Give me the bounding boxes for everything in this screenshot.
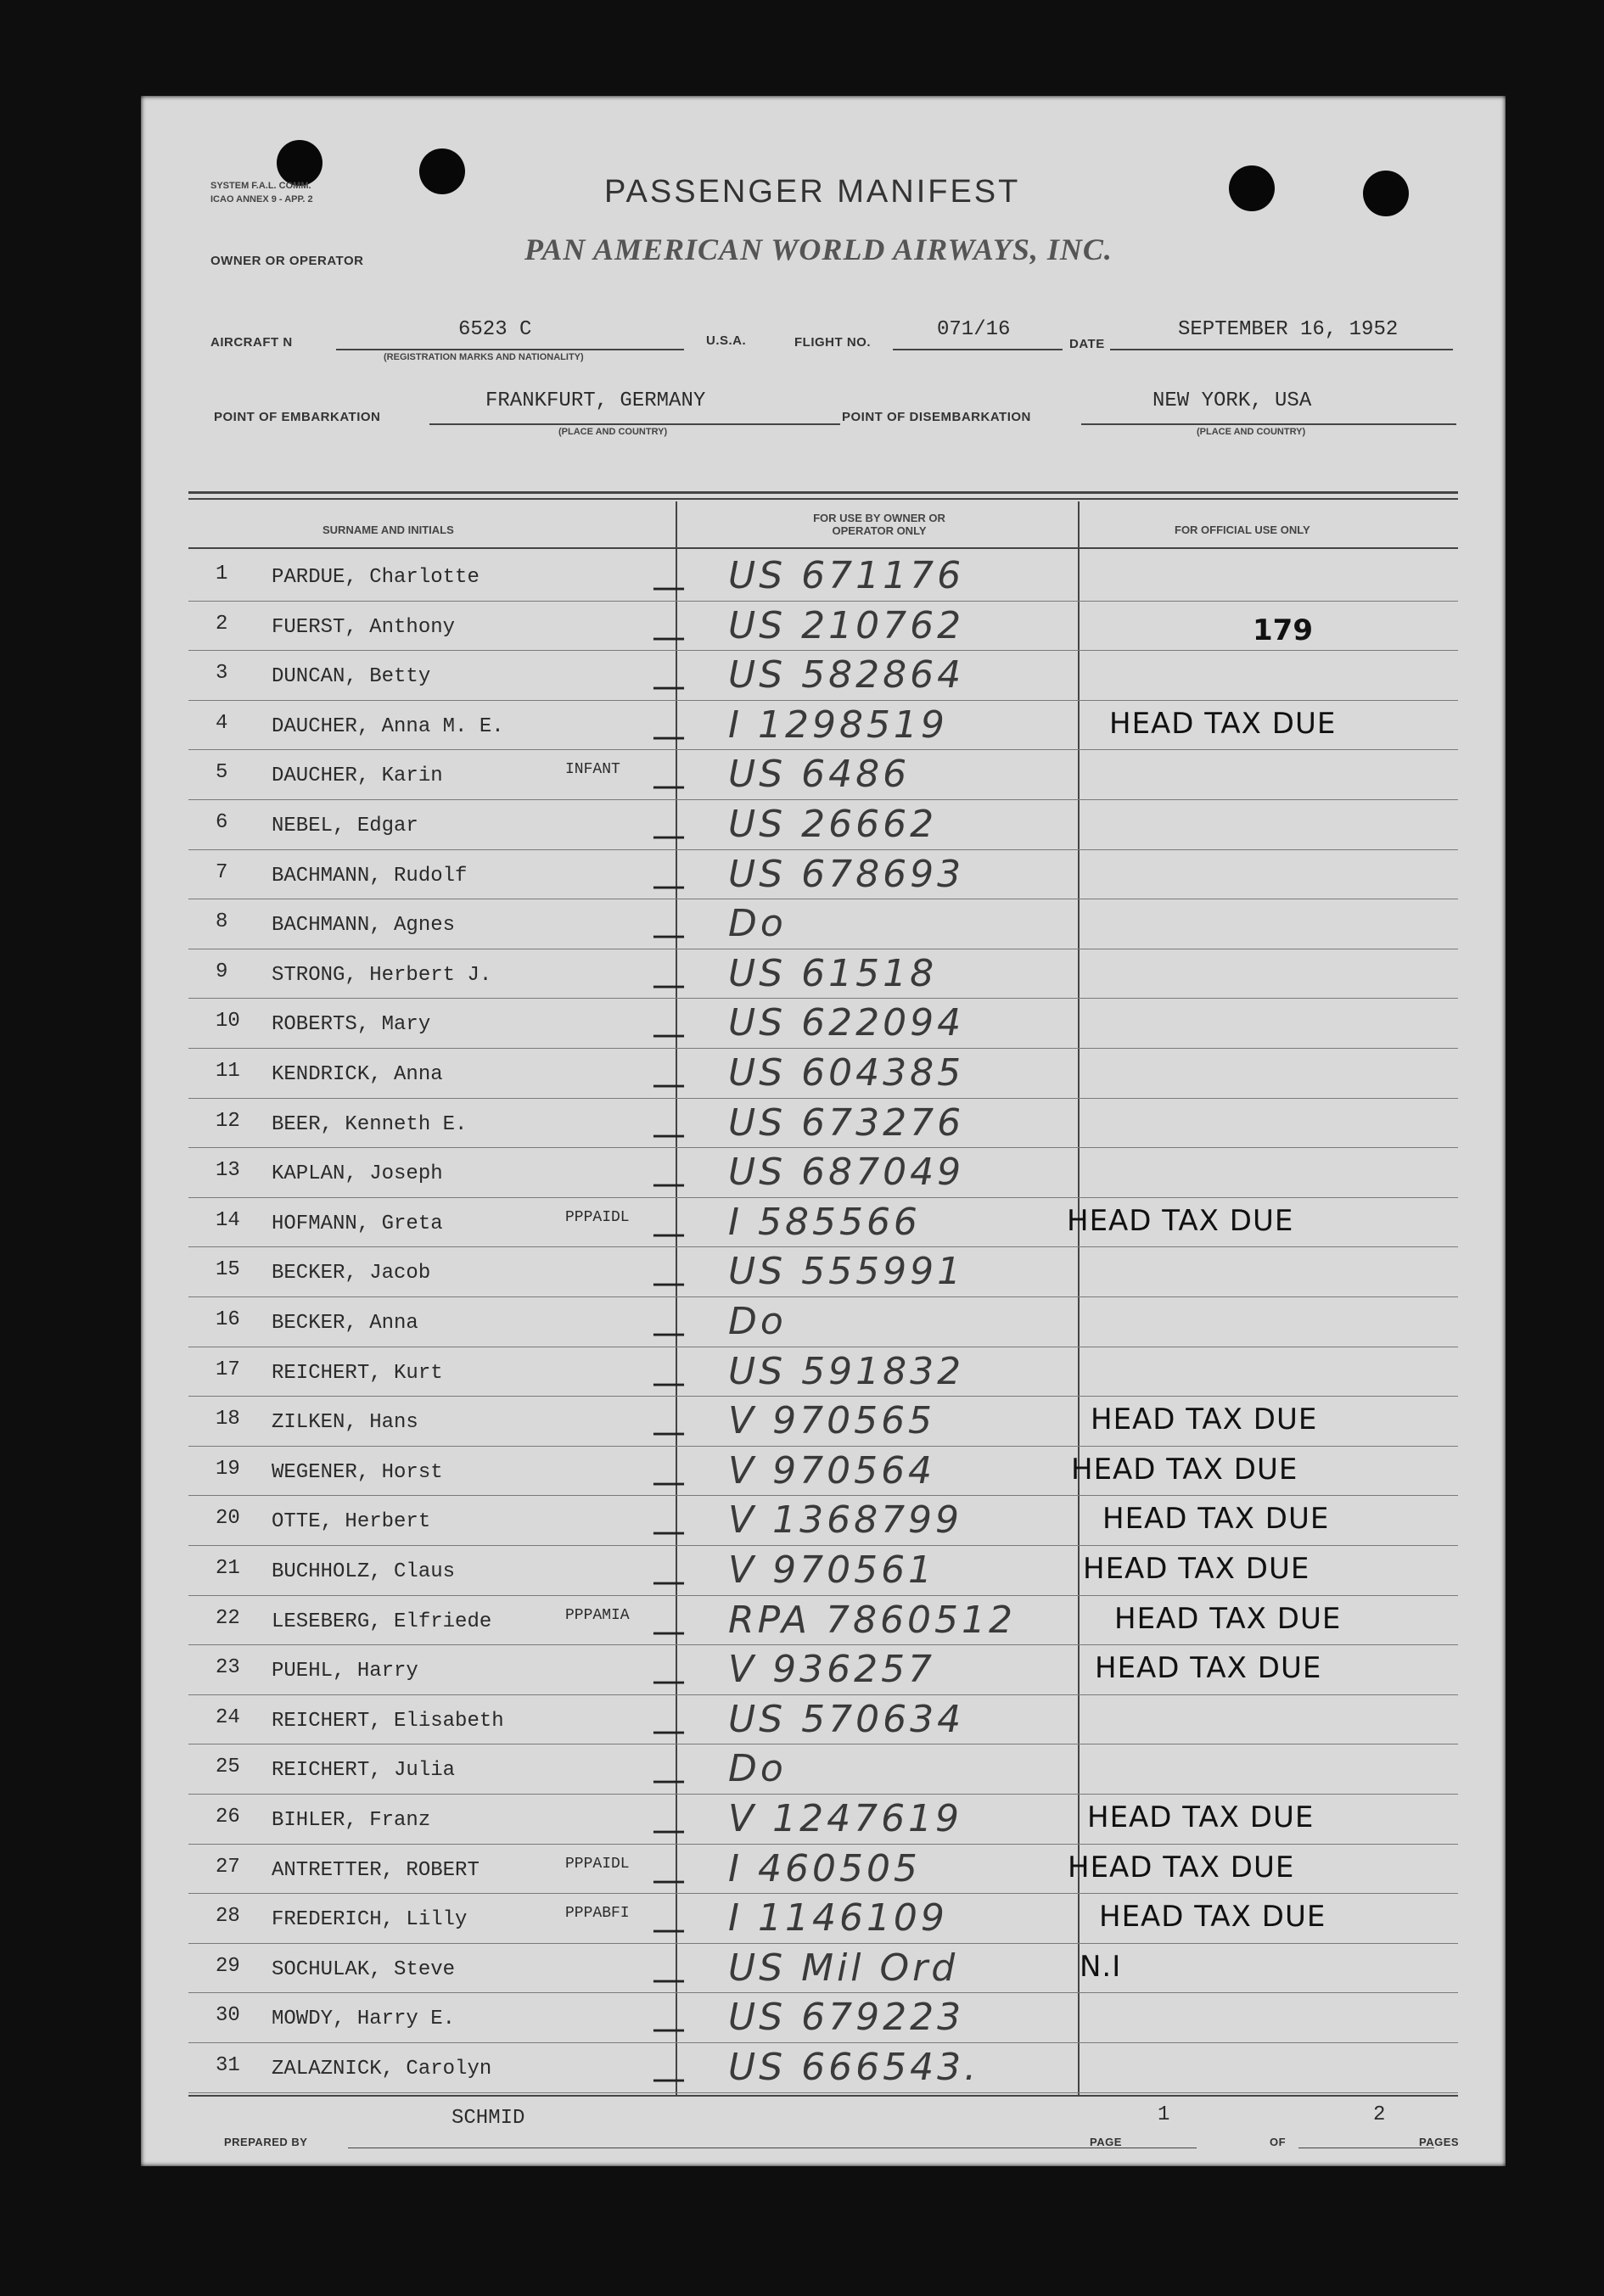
passport-number: US 622094 (728, 1001, 965, 1045)
table-row (141, 551, 1506, 607)
check-mark: — (652, 816, 686, 855)
check-mark: — (652, 1164, 686, 1204)
check-mark: — (652, 865, 686, 905)
col-surname-header: SURNAME AND INITIALS (322, 524, 454, 536)
table-row (141, 1744, 1506, 1800)
passport-number: Do (728, 1747, 787, 1791)
table-row (141, 1545, 1506, 1601)
aircraft-underline (336, 349, 684, 350)
aircraft-label: AIRCRAFT N (210, 335, 293, 350)
check-mark: — (652, 568, 686, 607)
passenger-name: BIHLER, Franz (272, 1809, 431, 1832)
passport-number: US 679223 (728, 1996, 965, 2040)
passenger-name: PUEHL, Harry (272, 1660, 418, 1683)
row-rule (188, 2092, 1458, 2093)
of-label: OF (1270, 2136, 1287, 2148)
table-row (141, 899, 1506, 955)
punch-hole (1363, 171, 1409, 216)
row-number: 18 (216, 1408, 240, 1431)
passport-number: US 673276 (728, 1100, 965, 1145)
row-number: 5 (216, 761, 228, 785)
row-number: 12 (216, 1109, 240, 1133)
check-mark: — (652, 1015, 686, 1055)
passport-number: US 61518 (728, 951, 938, 995)
passenger-name: SOCHULAK, Steve (272, 1957, 456, 1981)
check-mark: — (652, 1761, 686, 1800)
check-mark: — (652, 1661, 686, 1701)
passenger-tag: PPPABFI (565, 1905, 630, 1923)
prepared-by-value: SCHMID (451, 2107, 525, 2130)
table-row (141, 799, 1506, 855)
table-row (141, 998, 1506, 1055)
table-row (141, 1694, 1506, 1750)
table-row (141, 1943, 1506, 1999)
official-note: HEAD TAX DUE (1114, 1601, 1342, 1636)
table-row (141, 1595, 1506, 1651)
table-row (141, 1644, 1506, 1701)
check-mark: — (652, 1811, 686, 1850)
row-number: 8 (216, 910, 228, 934)
passport-number: Do (728, 1300, 787, 1343)
table-row (141, 1446, 1506, 1502)
official-note: HEAD TAX DUE (1067, 1203, 1294, 1238)
embark-value: FRANKFURT, GERMANY (485, 389, 706, 412)
passport-number: Do (728, 902, 787, 946)
row-number: 4 (216, 711, 228, 735)
system-note: SYSTEM F.A.L. COMM. (210, 181, 311, 191)
row-number: 11 (216, 1060, 240, 1083)
passenger-name: NEBEL, Edgar (272, 815, 418, 837)
row-number: 6 (216, 811, 228, 834)
official-note: HEAD TAX DUE (1095, 1651, 1322, 1686)
date-underline (1110, 349, 1453, 350)
passport-number: US 26662 (728, 803, 938, 846)
table-bottom-rule (188, 2095, 1458, 2097)
table-row (141, 1246, 1506, 1303)
check-mark: — (652, 716, 686, 756)
passenger-name: BECKER, Jacob (272, 1262, 431, 1285)
row-number: 13 (216, 1159, 240, 1183)
table-row (141, 749, 1506, 806)
row-number: 9 (216, 960, 228, 983)
row-number: 27 (216, 1855, 240, 1879)
passenger-tag: PPPAIDL (565, 1855, 630, 1873)
official-note: HEAD TAX DUE (1068, 1850, 1295, 1884)
passport-number: RPA 7860512 (728, 1598, 1016, 1642)
pages-label: PAGES (1419, 2136, 1460, 2148)
official-note: HEAD TAX DUE (1102, 1502, 1330, 1537)
aircraft-value: 6523 C (458, 318, 532, 341)
passport-number: V 1247619 (728, 1797, 963, 1840)
check-mark: — (652, 1065, 686, 1104)
table-row (141, 2042, 1506, 2098)
passenger-name: BACHMANN, Rudolf (272, 864, 468, 888)
check-mark: — (652, 1213, 686, 1253)
check-mark: — (652, 766, 686, 806)
table-row (141, 650, 1506, 707)
embark-label: POINT OF EMBARKATION (214, 410, 381, 424)
pages-value: 2 (1373, 2103, 1386, 2126)
passenger-name: HOFMANN, Greta (272, 1212, 443, 1235)
header-rule (188, 547, 1458, 549)
passenger-name: PARDUE, Charlotte (272, 566, 480, 589)
passport-number: V 1368799 (728, 1498, 963, 1543)
table-row (141, 1296, 1506, 1352)
passenger-tag: INFANT (565, 761, 620, 779)
passenger-name: BUCHHOLZ, Claus (272, 1560, 456, 1583)
row-number: 26 (216, 1806, 240, 1828)
check-mark: — (652, 1363, 686, 1403)
official-note: HEAD TAX DUE (1071, 1452, 1298, 1487)
check-mark: — (652, 1910, 686, 1950)
passport-number: US 582864 (728, 653, 965, 697)
row-number: 19 (216, 1457, 240, 1481)
table-top-rule (188, 491, 1458, 494)
official-number: 179 (1253, 613, 1313, 647)
official-note: HEAD TAX DUE (1087, 1800, 1315, 1834)
table-row (141, 1048, 1506, 1104)
table-row (141, 700, 1506, 756)
check-mark: — (652, 667, 686, 707)
passport-number: US 678693 (728, 852, 965, 896)
table-row (141, 1844, 1506, 1900)
check-mark: — (652, 916, 686, 955)
row-number: 16 (216, 1308, 240, 1331)
check-mark: — (652, 1114, 686, 1154)
table-row (141, 1396, 1506, 1453)
check-mark: — (652, 2059, 686, 2098)
passenger-name: MOWDY, Harry E. (272, 2008, 456, 2031)
passenger-name: WEGENER, Horst (272, 1460, 443, 1484)
passenger-name: STRONG, Herbert J. (272, 963, 492, 987)
passenger-name: DAUCHER, Anna M. E. (272, 714, 504, 738)
flight-value: 071/16 (937, 318, 1011, 341)
row-number: 23 (216, 1656, 240, 1680)
row-number: 7 (216, 860, 228, 884)
check-mark: — (652, 1611, 686, 1651)
row-number: 20 (216, 1507, 240, 1531)
passport-number: US 555991 (728, 1250, 965, 1294)
passenger-name: ZALAZNICK, Carolyn (272, 2058, 492, 2080)
page-title: PASSENGER MANIFEST (604, 174, 1021, 210)
table-row (141, 1347, 1506, 1403)
check-mark: — (652, 1413, 686, 1453)
place-caption-2: (PLACE AND COUNTRY) (1197, 427, 1306, 437)
passenger-name: DUNCAN, Betty (272, 665, 431, 689)
passenger-name: ZILKEN, Hans (272, 1411, 418, 1435)
passenger-name: BECKER, Anna (272, 1312, 418, 1335)
table-row (141, 1992, 1506, 2049)
table-row (141, 1794, 1506, 1850)
flight-underline (893, 349, 1063, 350)
manifest-sheet (141, 96, 1506, 2166)
passport-number: V 936257 (728, 1648, 936, 1692)
passport-number: US 604385 (728, 1051, 965, 1095)
passenger-name: REICHERT, Elisabeth (272, 1709, 504, 1733)
official-note: HEAD TAX DUE (1109, 706, 1337, 741)
check-mark: — (652, 617, 686, 657)
passport-number: V 970561 (728, 1548, 936, 1592)
passenger-tag: PPPAIDL (565, 1208, 630, 1226)
check-mark: — (652, 1711, 686, 1750)
row-number: 14 (216, 1208, 240, 1232)
table-top-rule-2 (188, 498, 1458, 500)
official-note: HEAD TAX DUE (1099, 1900, 1326, 1935)
table-row (141, 1197, 1506, 1253)
row-number: 21 (216, 1557, 240, 1580)
official-note: N.I (1080, 1949, 1122, 1984)
passenger-name: ANTRETTER, ROBERT (272, 1858, 480, 1882)
passport-number: US 570634 (728, 1697, 965, 1741)
punch-hole (1229, 165, 1275, 211)
passenger-name: KAPLAN, Joseph (272, 1162, 443, 1186)
usa-label: U.S.A. (706, 333, 747, 348)
page-label: PAGE (1090, 2136, 1122, 2148)
passenger-name: REICHERT, Kurt (272, 1361, 443, 1385)
row-number: 10 (216, 1010, 240, 1033)
row-number: 17 (216, 1358, 240, 1381)
disembark-label: POINT OF DISEMBARKATION (842, 410, 1031, 424)
check-mark: — (652, 965, 686, 1005)
passport-number: I 1146109 (728, 1896, 948, 1940)
table-row (141, 1147, 1506, 1204)
airline-name: PAN AMERICAN WORLD AIRWAYS, INC. (524, 232, 1113, 266)
passenger-name: ROBERTS, Mary (272, 1013, 431, 1037)
passport-number: US Mil Ord (728, 1946, 959, 1990)
punch-hole (277, 140, 322, 186)
row-number: 2 (216, 612, 228, 636)
check-mark: — (652, 2009, 686, 2049)
passenger-name: BACHMANN, Agnes (272, 914, 456, 938)
date-label: DATE (1069, 337, 1105, 351)
prepared-by-label: PREPARED BY (224, 2136, 308, 2148)
passport-number: V 970564 (728, 1448, 936, 1492)
row-number: 24 (216, 1705, 240, 1729)
date-value: SEPTEMBER 16, 1952 (1178, 318, 1399, 341)
table-row (141, 849, 1506, 905)
passenger-name: OTTE, Herbert (272, 1510, 431, 1534)
row-number: 1 (216, 563, 228, 585)
official-note: HEAD TAX DUE (1083, 1552, 1310, 1586)
row-number: 3 (216, 662, 228, 686)
passport-number: I 460505 (728, 1846, 921, 1890)
page-value: 1 (1158, 2103, 1170, 2126)
official-note: HEAD TAX DUE (1091, 1403, 1318, 1437)
row-number: 22 (216, 1606, 240, 1630)
owner-label: OWNER OR OPERATOR (210, 254, 364, 268)
punch-hole (419, 148, 465, 194)
passenger-tag: PPPAMIA (565, 1606, 630, 1624)
check-mark: — (652, 1313, 686, 1352)
table-row (141, 949, 1506, 1005)
table-row (141, 1893, 1506, 1950)
passenger-name: REICHERT, Julia (272, 1759, 456, 1783)
row-number: 25 (216, 1756, 240, 1779)
check-mark: — (652, 1512, 686, 1552)
passport-number: I 1298519 (728, 703, 948, 747)
check-mark: — (652, 1562, 686, 1601)
passport-number: US 671176 (728, 554, 965, 597)
check-mark: — (652, 1462, 686, 1502)
table-row (141, 1495, 1506, 1552)
col-official-header: FOR OFFICIAL USE ONLY (1175, 524, 1310, 536)
passenger-name: DAUCHER, Karin (272, 764, 443, 788)
table-row (141, 601, 1506, 657)
passenger-name: KENDRICK, Anna (272, 1063, 443, 1086)
disembark-underline (1081, 423, 1456, 425)
system-note-2: ICAO ANNEX 9 - APP. 2 (210, 194, 313, 204)
passport-number: US 591832 (728, 1349, 965, 1393)
row-number: 29 (216, 1954, 240, 1978)
passenger-name: BEER, Kenneth E. (272, 1112, 468, 1136)
row-number: 30 (216, 2004, 240, 2028)
place-caption: (PLACE AND COUNTRY) (558, 427, 668, 437)
check-mark: — (652, 1959, 686, 1999)
passport-number: I 585566 (728, 1200, 921, 1244)
passport-number: US 210762 (728, 603, 965, 647)
passport-number: V 970565 (728, 1399, 936, 1443)
passport-number: US 666543. (728, 2046, 980, 2089)
check-mark: — (652, 1263, 686, 1303)
row-number: 28 (216, 1905, 240, 1929)
table-row (141, 1098, 1506, 1154)
disembark-value: NEW YORK, USA (1153, 389, 1312, 412)
passenger-name: FREDERICH, Lilly (272, 1908, 468, 1932)
row-number: 31 (216, 2054, 240, 2077)
embark-underline (429, 423, 840, 425)
passport-number: US 6486 (728, 753, 911, 797)
check-mark: — (652, 1860, 686, 1900)
passenger-name: LESEBERG, Elfriede (272, 1610, 492, 1633)
registration-caption: (REGISTRATION MARKS AND NATIONALITY) (384, 352, 584, 362)
col-owner-header: FOR USE BY OWNER OR OPERATOR ONLY (813, 512, 945, 537)
row-number: 15 (216, 1258, 240, 1282)
passport-number: US 687049 (728, 1151, 965, 1195)
passenger-name: FUERST, Anthony (272, 615, 456, 639)
flight-label: FLIGHT NO. (794, 335, 871, 350)
